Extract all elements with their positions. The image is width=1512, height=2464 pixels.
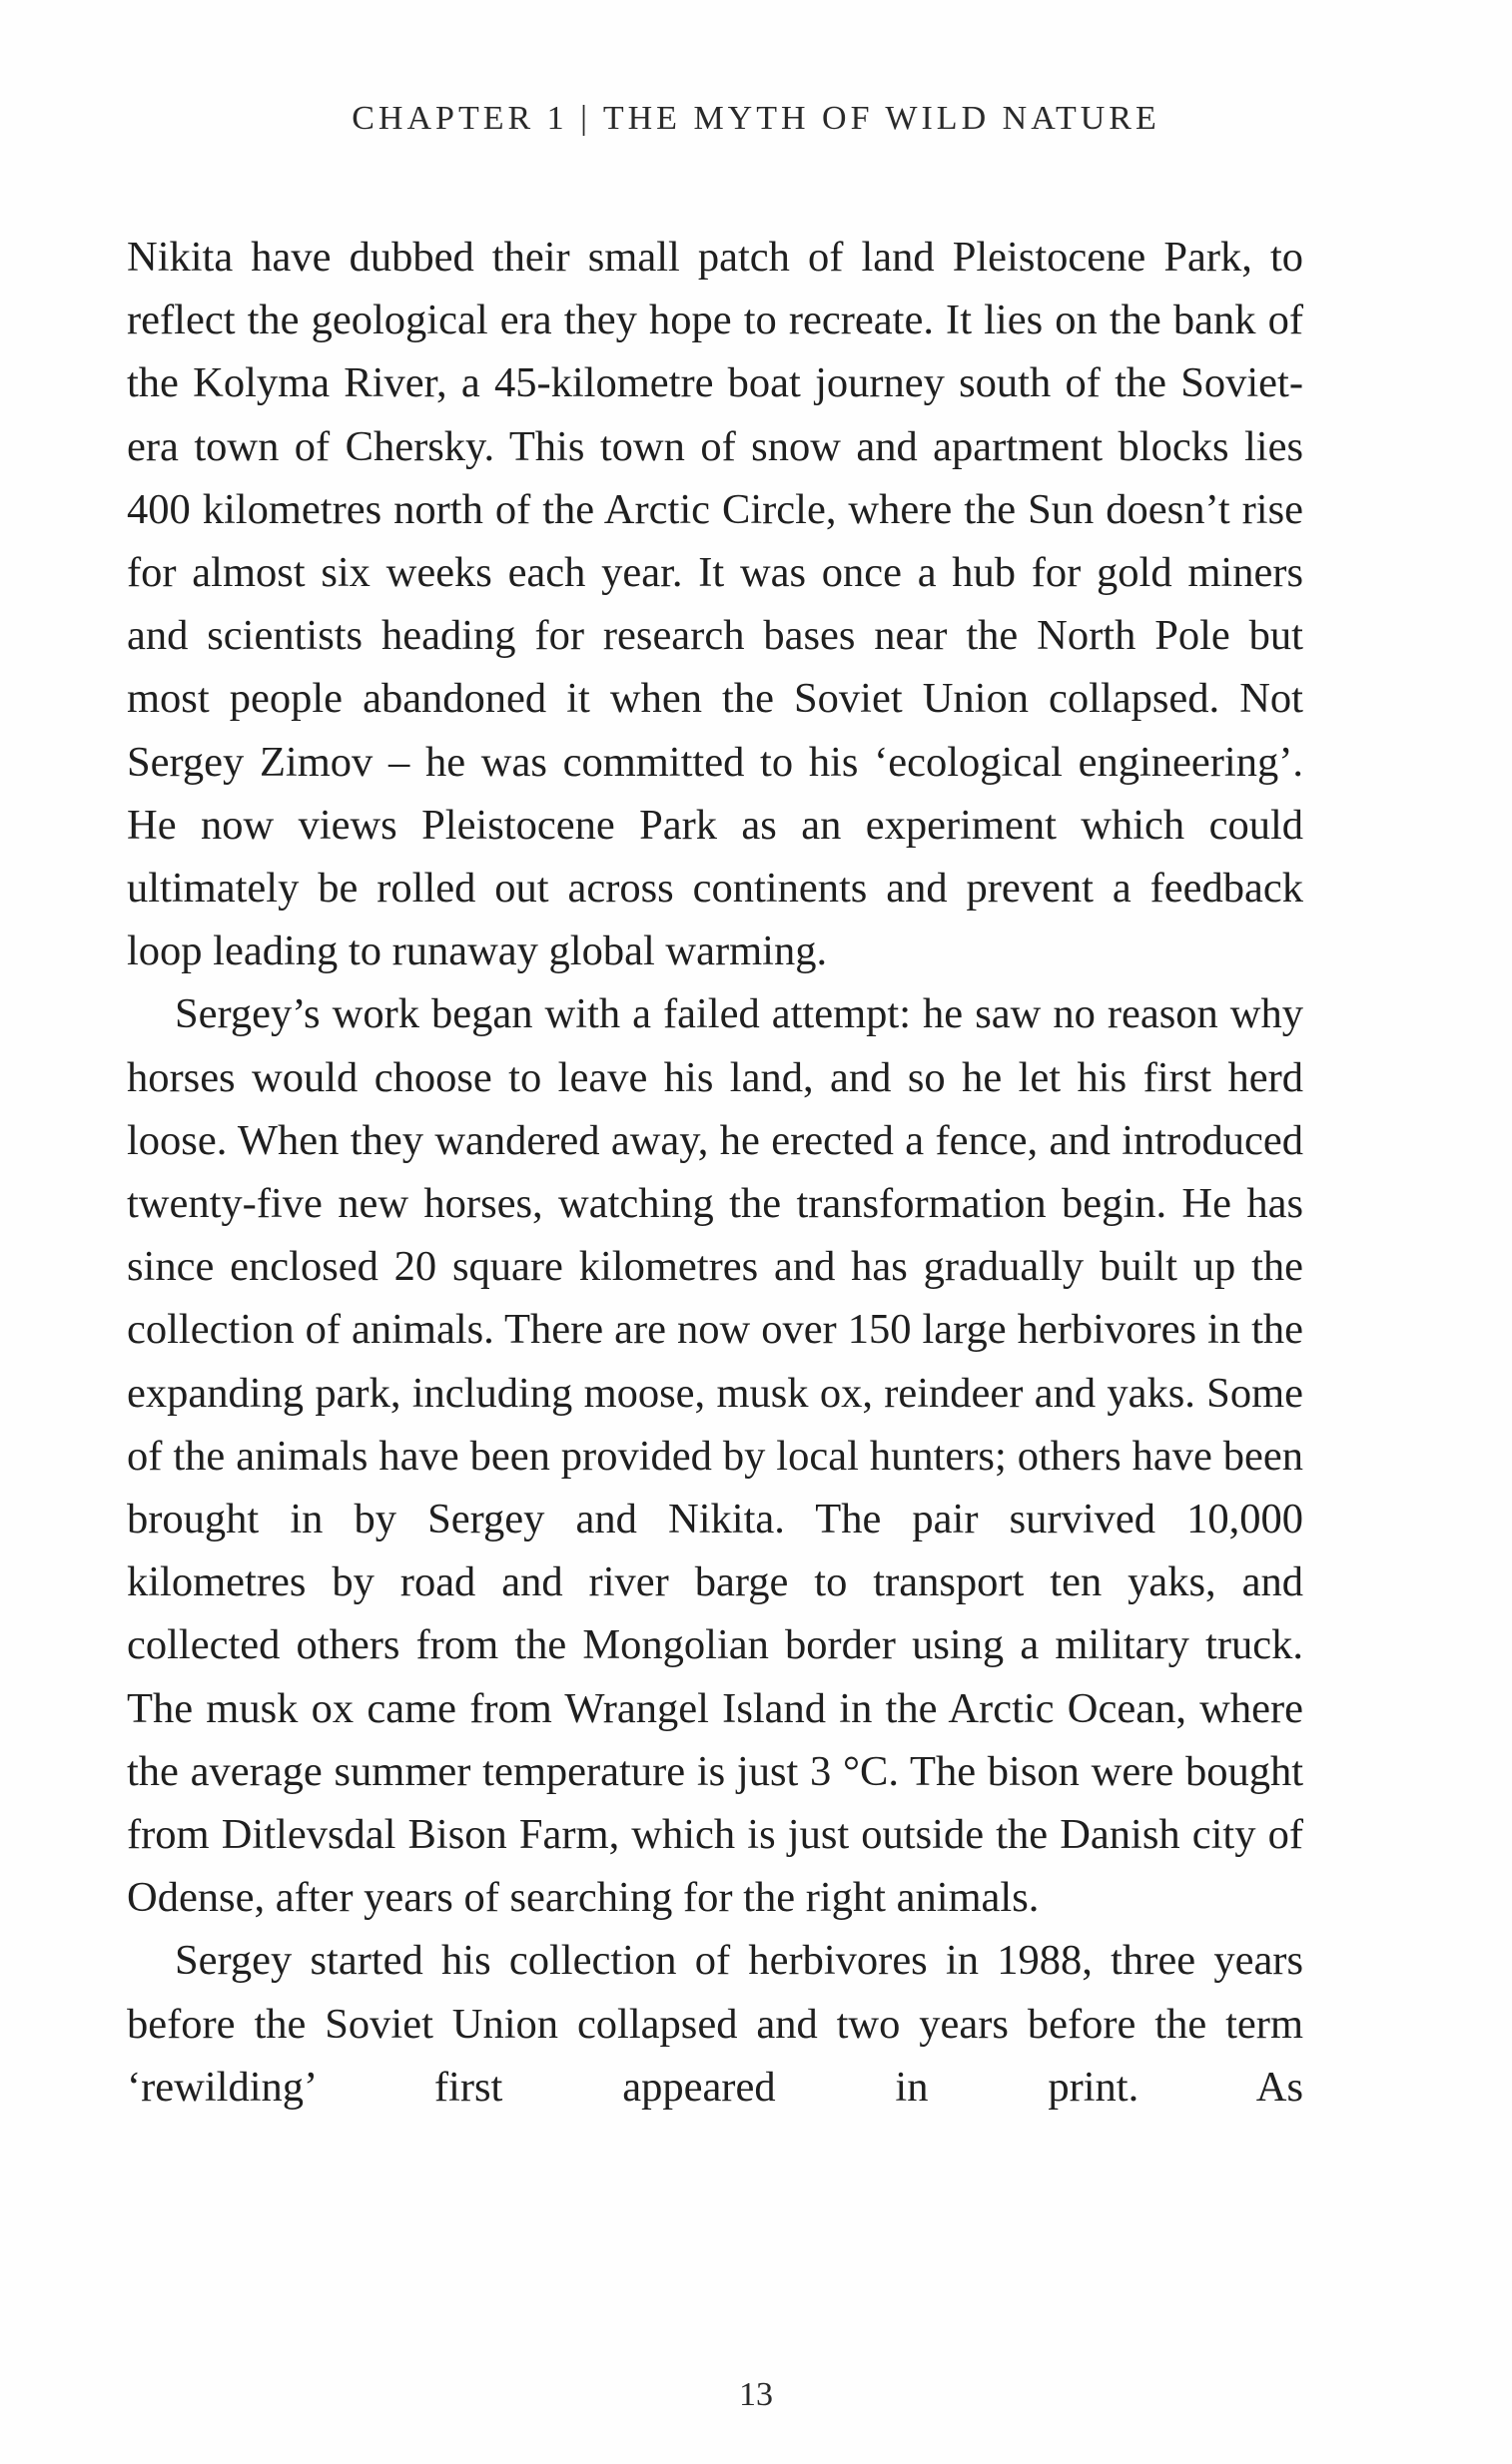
body-text <box>127 226 1303 2119</box>
running-head: CHAPTER 1 | THE MYTH OF WILD NATURE <box>352 100 1160 137</box>
paragraph-1: Nikita have dubbed their small patch of land Pleistocene Park, to reflect the geological era they hope to recreate. It lies on the bank of the Kolyma River, a 45-kilometre boat journey south of the Soviet-era town of Chersky. This town of snow and apartment blocks lies 400 kilometres north of the Arctic Circle, where the Sun doesn’t rise for almost six weeks each year. It was once a hub for gold miners and scientists heading for research bases near the North Pole but most people abandoned it when the Soviet Union collapsed. Not Sergey Zimov – he was committed to his ‘ecological engineering’. He now views Pleistocene Park as an experiment which could ultimately be rolled out across continents and prevent a feedback loop leading to runaway global warming. <box>127 234 1303 975</box>
paragraph-2: Sergey’s work began with a failed attempt: he saw no reason why horses would choose to leave his land, and so he let his first herd loose. When they wandered away, he erected a fence, and introduced twenty-five new horses, watching the transformation begin. He has since enclosed 20 square kilometres and has gradually built up the collection of animals. There are now over 150 large herbivores in the expanding park, including moose, musk ox, reindeer and yaks. Some of the animals have been provided by local hunters; others have been brought in by Sergey and Nikita. The pair survived 10,000 kilometres by road and river barge to transport ten yaks, and collected others from the Mongolian border using a military truck. The musk ox came from Wrangel Island in the Arctic Ocean, where the average summer temperature is just 3 °C. The bison were bought from Ditlevsdal Bison Farm, which is just outside the Danish city of Odense, after years of searching for the right animals. <box>127 990 1303 1922</box>
page-number: 13 <box>739 2376 773 2413</box>
paragraph-3: Sergey started his collection of herbivores in 1988, three years before the Soviet Union collapsed and two years before the term ‘rewilding’ first appeared in print. As <box>127 1937 1303 2111</box>
